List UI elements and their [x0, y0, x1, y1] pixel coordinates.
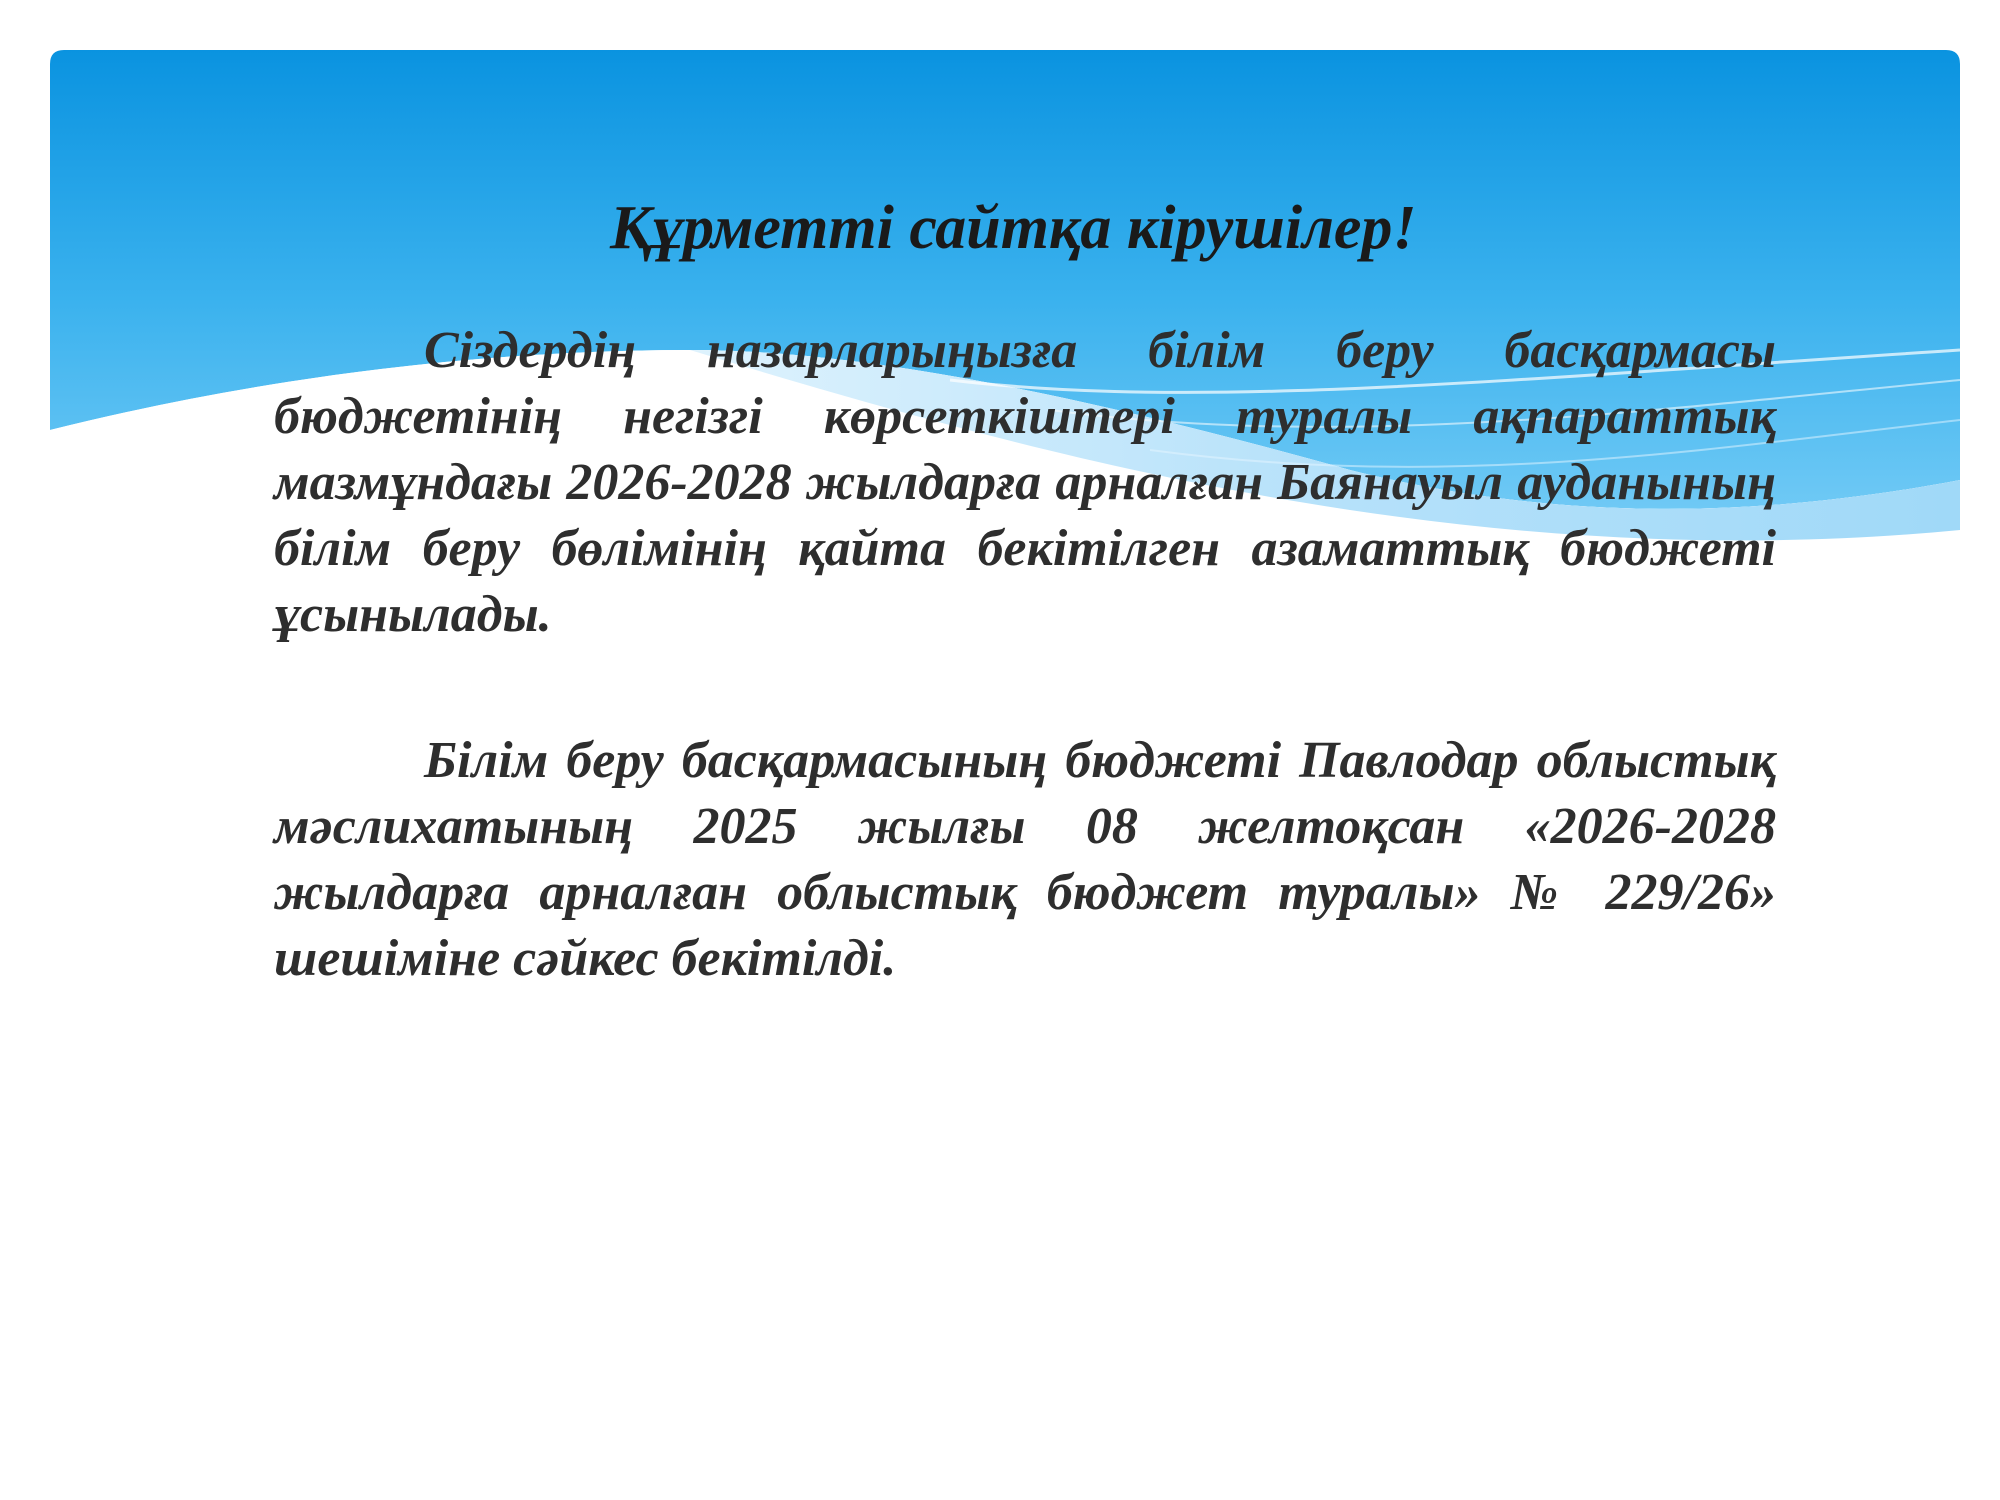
approval-paragraph: Білім беру басқармасының бюджеті Павлодар облыстық мәслихатының 2025 жылғы 08 желтоқсан «2026-2028 жылдарға арналған облыстық бюджет туралы» № 229/26» шешіміне сәйкес бекітілді. — [274, 732, 1776, 987]
intro-paragraph: Сіздердің назарларыңызға білім беру басқармасы бюджетінің негізгі көрсеткіштері туралы ақпараттық мазмұндағы 2026-2028 жылдарға арналған Баянауыл ауданының білім беру бөлімінің қайта бекітілген азаматтық бюджеті ұсынылады. — [274, 322, 1776, 643]
slide-title: Құрметті сайтқа кірушілер! — [610, 194, 1417, 262]
